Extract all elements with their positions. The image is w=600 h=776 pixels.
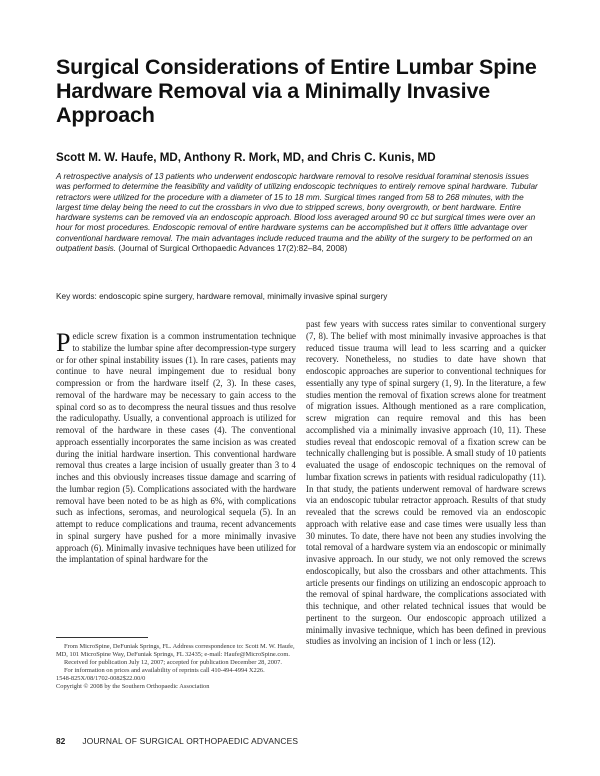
journal-citation: (Journal of Surgical Orthopaedic Advances 17(2):82–84, 2008) [118,244,348,254]
page-footer [56,736,546,746]
body-text-left: edicle screw fixation is a common instrumentation technique to stabilize the lumbar spine after decompression-type surgery or for other spinal instability issues (1). In rare cases, patients may continue to have neural impingement due to residual bony compression or from the hardware itself (2, 3). In these cases, removal of the hardware may be necessary to gain access to the spinal cord so as to decompress the neural tissues and thus resolve the radiculopathy. Usually, a conventional approach is utilized for removal of the hardware in these cases (4). The conventional approach essentially incorporates the same incision as was created during the initial hardware insertion. This conventional hardware removal thus creates a large incision of usually greater than 3 to 4 inches and this obviously increases tissue damage and scarring of the lumbar region (5). Complications associated with the hardware removal have been noted to be as high as 6%, with complications such as infections, seromas, and neurological sequela (5). In an attempt to reduce complications and trauma, recent advancements in spinal surgery have pushed for a more minimally invasive approach (6). Minimally invasive techniques have been utilized for the implantation of spinal hardware for the [56,331,296,565]
article-title: Surgical Considerations of Entire Lumbar Spine Hardware Removal via a Minimally Invasive Approach [56,55,537,127]
drop-cap: P [56,328,71,357]
footnote-divider [56,637,148,638]
journal-name: JOURNAL OF SURGICAL ORTHOPAEDIC ADVANCES [82,736,299,746]
body-column-left [56,328,296,566]
body-column-right: past few years with success rates similar to conventional surgery (7, 8). The belief with most minimally invasive approaches is that reduced tissue trauma will lead to less scarring and a quicker recovery. Nonetheless, no studies to date have shown that endoscopic approaches are superior to conventional techniques for essentially any type of spinal surgery (1, 9). In the literature, a few studies mention the removal of fixation screws alone for treatment of migration issues. Although mentioned as a rare complication, screw migration can require removal and this has been accomplished via a minimally invasive approach (10, 11). These studies reveal that endoscopic removal of a fixation screw can be technically challenging but is possible. A small study of 10 patients evaluated the usage of endoscopic techniques on the removal of lumbar fixation screws in patients with residual radiculopathy (11). In that study, the patients underwent removal of hardware screws via an endoscopic tubular retractor approach. Results of that study revealed that the screws could be removed via an endoscopic approach with relative ease and case times were usually less than 30 minutes. To date, there have not been any studies involving the total removal of a hardware system via an endoscopic or minimally invasive approach. In our study, we not only removed the screws endoscopically, but also the crossbars and other attachments. This article presents our findings on utilizing an endoscopic approach to the removal of spinal hardware, the complications associated with this technique, and other related technical issues that would be pertinent to the surgeon. Our endoscopic approach utilized a minimally invasive technique, which has been defined in previous studies as involving an incision of 1 inch or less (12). [306,319,546,647]
reprints-note: For information on prices and availability of reprints call 410-494-4994 X226. [64,667,265,674]
author-list: Scott M. W. Haufe, MD, Anthony R. Mork, MD, and Chris C. Kunis, MD [56,151,436,164]
copyright-note: Copyright © 2008 by the Southern Orthopaedic Association [56,683,210,690]
correspondence-note: From MicroSpine, DeFuniak Springs, FL. Address correspondence to: Scott M. W. Haufe, MD, 101 MicroSpine Way, DeFuniak Springs, FL 32435; e-mail: Haufe@MicroSpine.com. [56,643,295,658]
footnotes [56,643,296,691]
article-code: 1548-825X/08/1702-0082$22.00/0 [56,675,146,682]
abstract [56,172,544,254]
page-number: 82 [56,736,66,746]
abstract-text: A retrospective analysis of 13 patients who underwent endoscopic hardware removal to resolve residual foraminal stenosis issues was performed to determine the feasibility and validity of utilizing endoscopic techniques to entirely remove spinal hardware. Tubular retractors were utilized for the procedure with a diameter of 15 to 18 mm. Surgical times ranged from 58 to 268 minutes, with the largest time delay being the need to cut the crossbars in vivo due to stripped screws, bony overgrowth, or bent hardware. Entire hardware systems can be removed via an endoscopic approach. Blood loss averaged around 90 cc but surgical times were over an hour for most procedures. Endoscopic removal of entire hardware systems can be accomplished but it offers little advantage over conventional hardware removal. The main advantages include reduced trauma and the ability of the surgery to be performed on an outpatient basis. [56,172,538,254]
received-note: Received for publication July 12, 2007; accepted for publication December 28, 2007. [64,659,282,666]
keywords: Key words: endoscopic spine surgery, hardware removal, minimally invasive spinal surgery [56,292,388,301]
